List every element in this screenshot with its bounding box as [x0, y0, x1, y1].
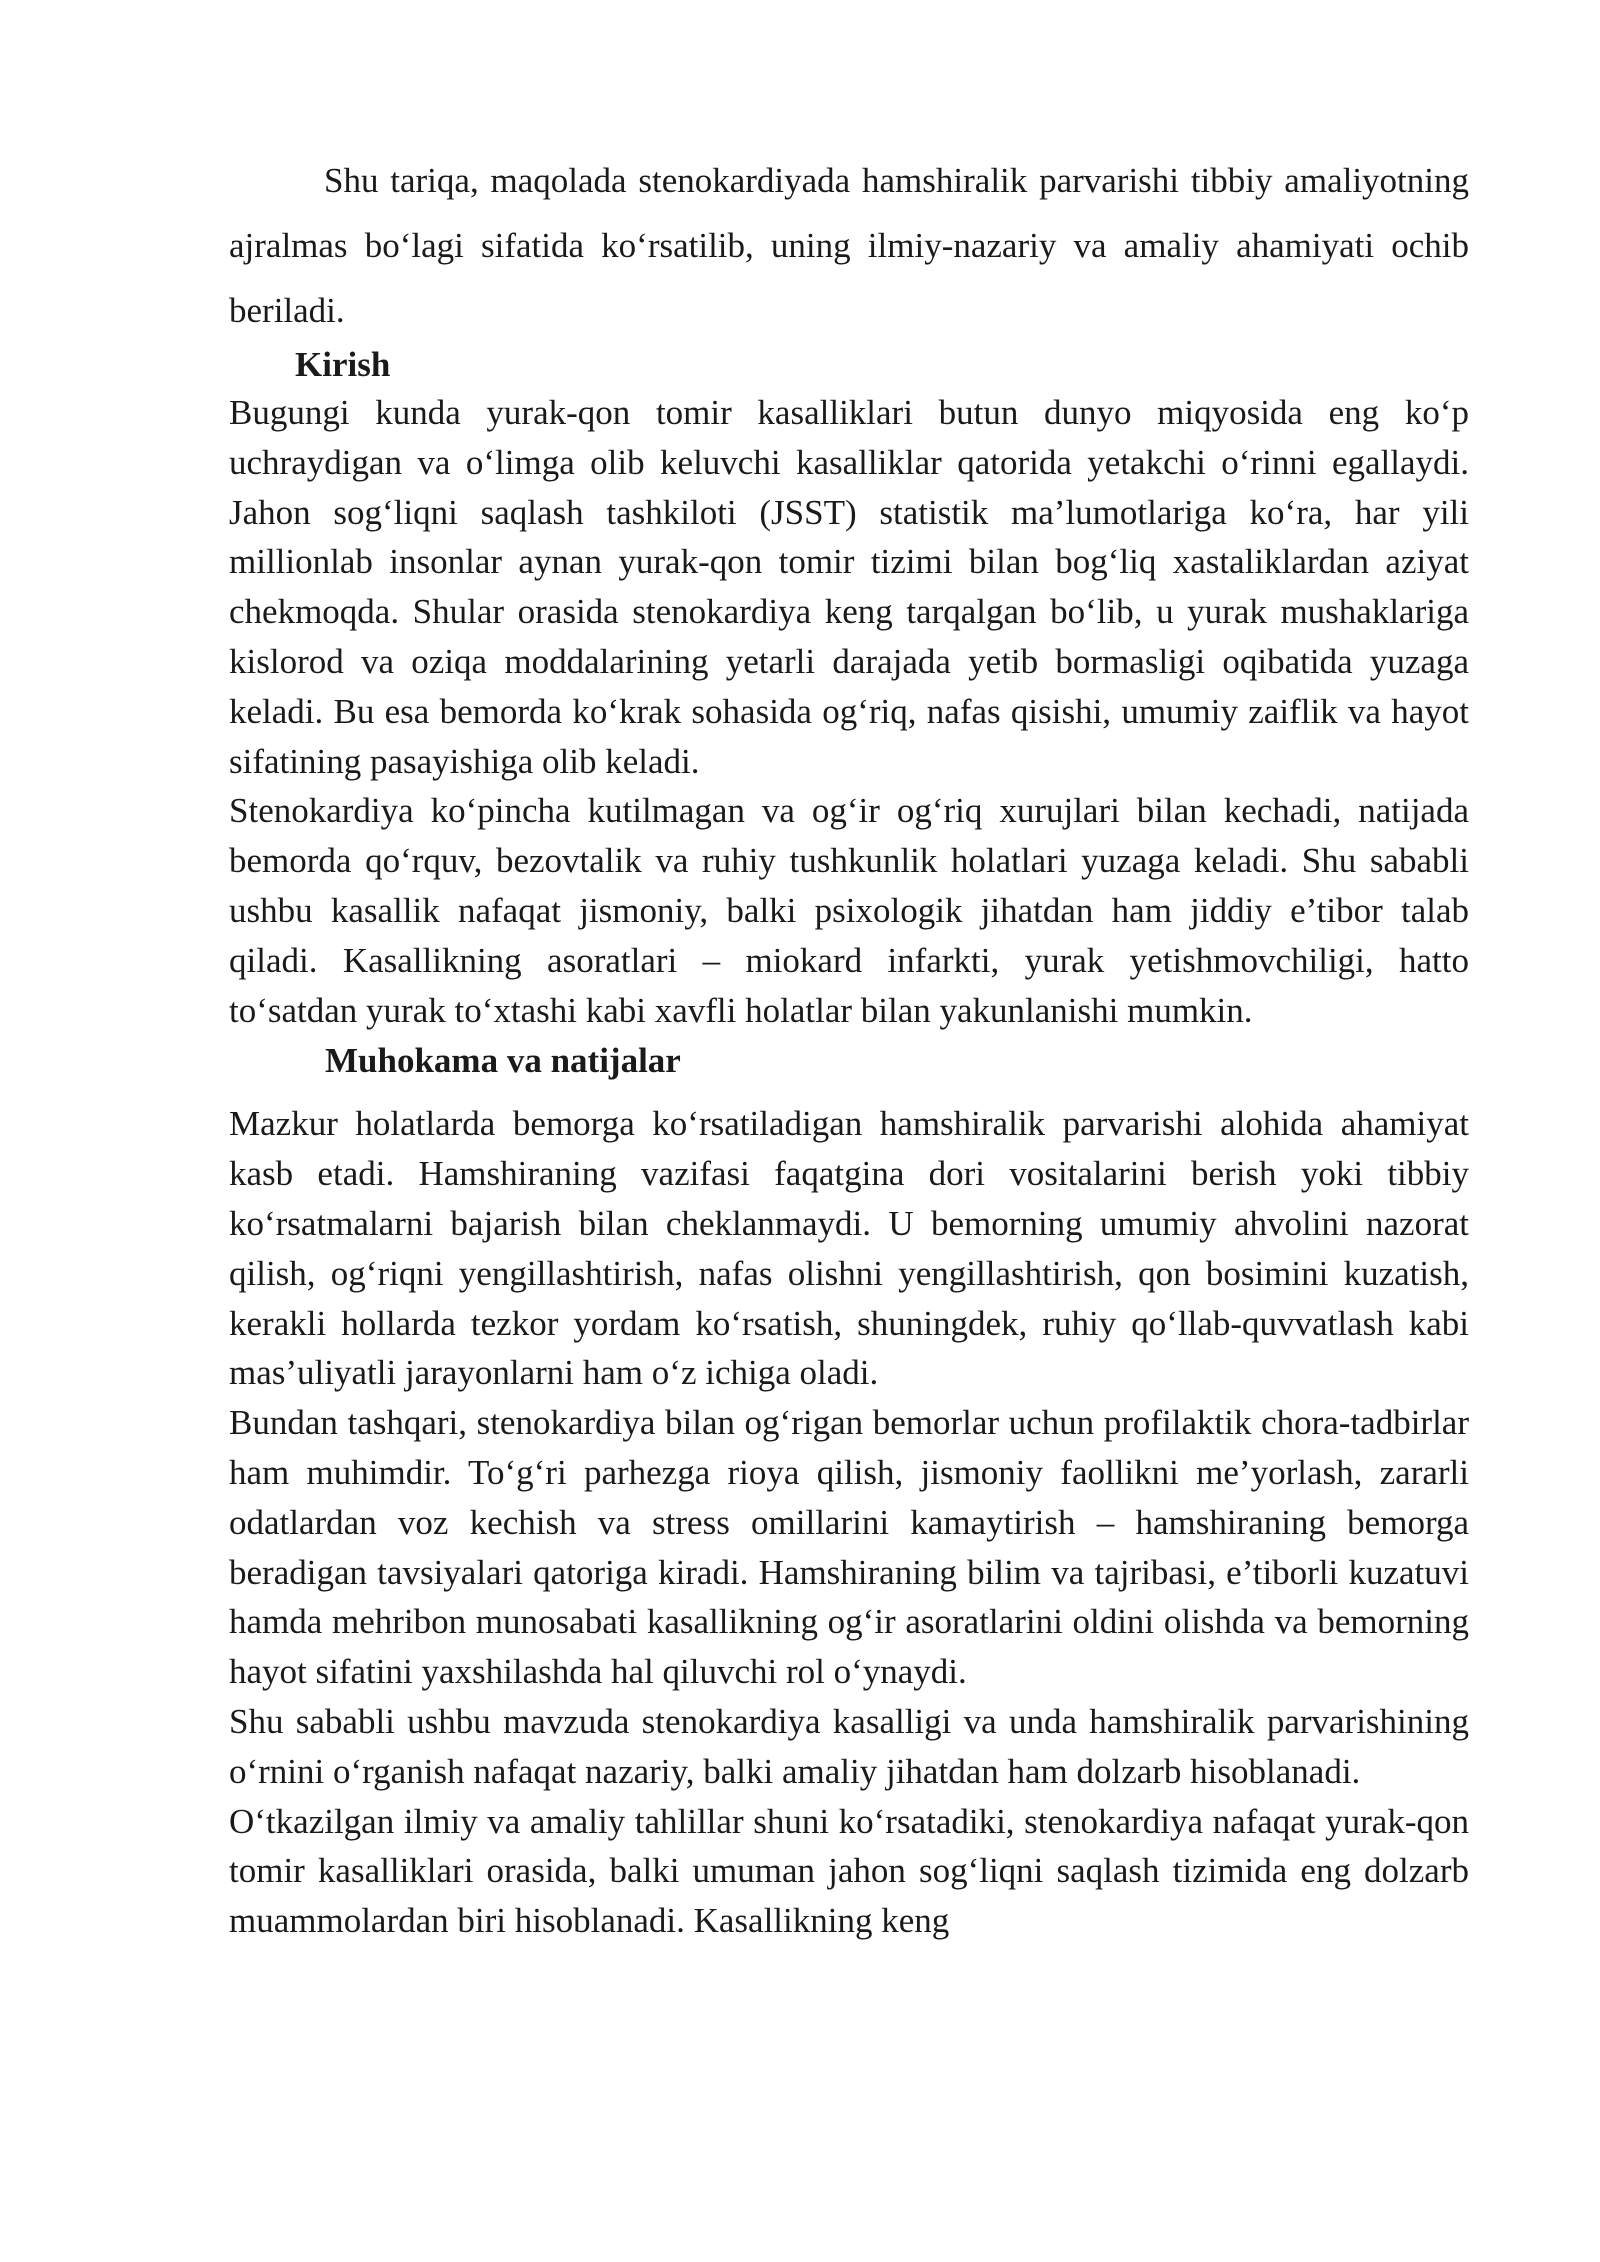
- paragraph-muhokama-3: Shu sababli ushbu mavzuda stenokardiya kasalligi va unda hamshiralik parvarishining o‘rnini o‘rganish nafaqat nazariy, balki amaliy jihatdan ham dolzarb hisoblanadi.: [229, 1701, 1469, 1791]
- paragraph-muhokama-1: Mazkur holatlarda bemorga ko‘rsatiladigan hamshiralik parvarishi alohida ahamiyat kasb etadi. Hamshiraning vazifasi faqatgina dori vositalarini berish yoki tibbiy ko‘rsatmalarni bajarish bilan cheklanmaydi. U bemorning umumiy ahvolini nazorat qilish, og‘riqni yengillashtirish, nafas olishni yengillashtirish, qon bosimini kuzatish, kerakli hollarda tezkor yordam ko‘rsatish, shuningdek, ruhiy qo‘llab-quvvatlash kabi mas’uliyatli jarayonlarni ham o‘z ichiga oladi.: [229, 1104, 1469, 1393]
- page-content: [229, 148, 1469, 1946]
- heading-muhokama: Muhokama va natijalar: [325, 1041, 681, 1081]
- intro-paragraph: Shu tariqa, maqolada stenokardiyada hamshiralik parvarishi tibbiy amaliyotning ajralmas bo‘lagi sifatida ko‘rsatilib, uning ilmiy-nazariy va amaliy ahamiyati ochib beriladi.: [229, 161, 1469, 330]
- paragraph-kirish-2: Stenokardiya ko‘pincha kutilmagan va og‘ir og‘riq xurujlari bilan kechadi, natijada bemorda qo‘rquv, bezovtalik va ruhiy tushkunlik holatlari yuzaga keladi. Shu sababli ushbu kasallik nafaqat jismoniy, balki psixologik jihatdan ham jiddiy e’tibor talab qiladi. Kasallikning asoratlari – miokard infarkti, yurak yetishmovchiligi, hatto to‘satdan yurak to‘xtashi kabi xavfli holatlar bilan yakunlanishi mumkin.: [229, 791, 1469, 1030]
- paragraph-muhokama-2: Bundan tashqari, stenokardiya bilan og‘rigan bemorlar uchun profilaktik chora-tadbirlar ham muhimdir. To‘g‘ri parhezga rioya qilish, jismoniy faollikni me’yorlash, zararli odatlardan voz kechish va stress omillarini kamaytirish – hamshiraning bemorga beradigan tavsiyalari qatoriga kiradi. Hamshiraning bilim va tajribasi, e’tiborli kuzatuvi hamda mehribon munosabati kasallikning og‘ir asoratlarini oldini olishda va bemorning hayot sifatini yaxshilashda hal qiluvchi rol o‘ynaydi.: [229, 1403, 1469, 1692]
- heading-kirish: Kirish: [295, 345, 391, 384]
- paragraph-muhokama-4: O‘tkazilgan ilmiy va amaliy tahlillar shuni ko‘rsatadiki, stenokardiya nafaqat yurak-qon tomir kasalliklari orasida, balki umuman jahon sog‘liqni saqlash tizimida eng dolzarb muammolardan biri hisoblanadi. Kasallikning keng: [229, 1801, 1469, 1941]
- paragraph-kirish-1: Bugungi kunda yurak-qon tomir kasalliklari butun dunyo miqyosida eng ko‘p uchraydigan va o‘limga olib keluvchi kasalliklar qatorida yetakchi o‘rinni egallaydi. Jahon sog‘liqni saqlash tashkiloti (JSST) statistik ma’lumotlariga ko‘ra, har yili millionlab insonlar aynan yurak-qon tomir tizimi bilan bog‘liq xastaliklardan aziyat chekmoqda. Shular orasida stenokardiya keng tarqalgan bo‘lib, u yurak mushaklariga kislorod va oziqa moddalarining yetarli darajada yetib bormasligi oqibatida yuzaga keladi. Bu esa bemorda ko‘krak sohasida og‘riq, nafas qisishi, umumiy zaiflik va hayot sifatining pasayishiga olib keladi.: [229, 393, 1469, 781]
